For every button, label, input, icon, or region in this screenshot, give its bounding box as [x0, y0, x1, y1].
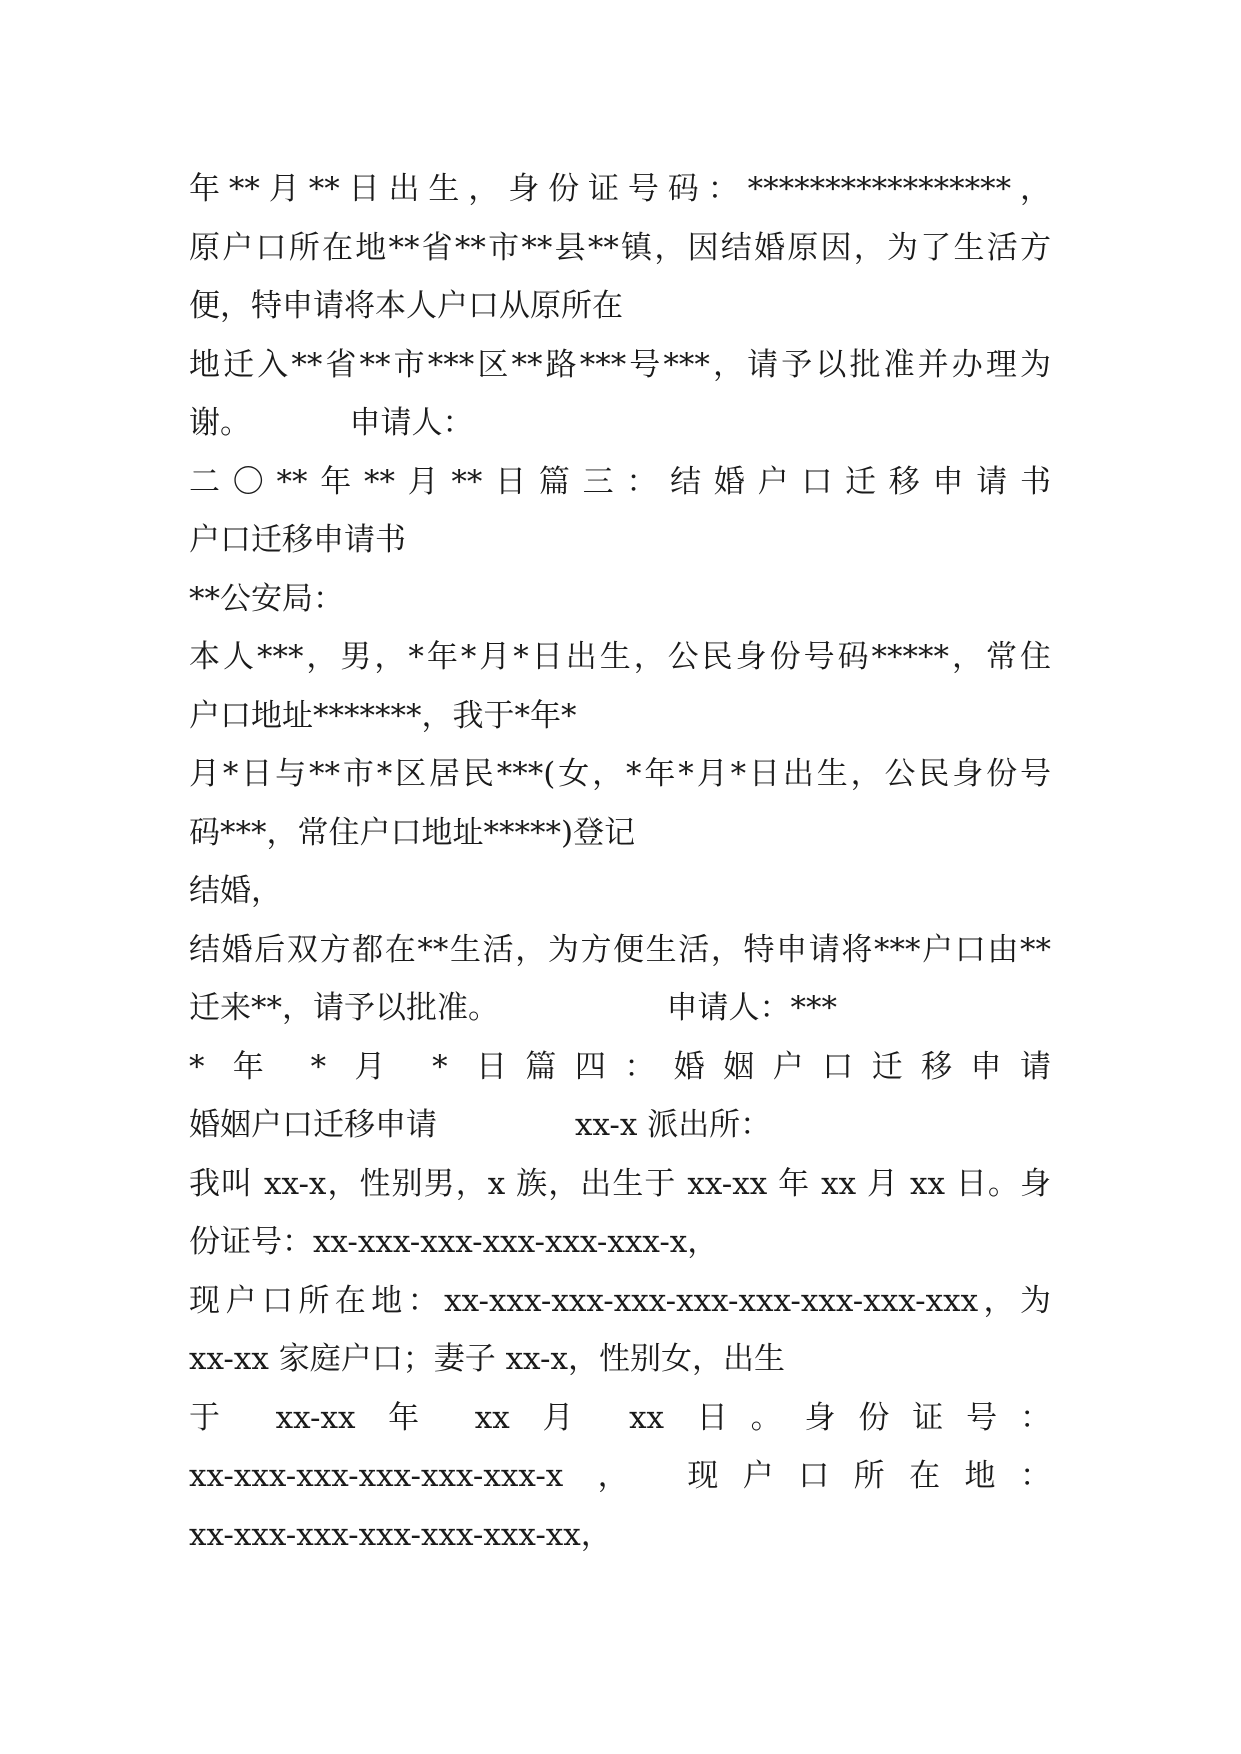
text-line: 年**月**日出生，身份证号码：*****************， — [189, 171, 1051, 207]
text-line: 户口地址*******，我于*年* — [189, 697, 577, 734]
text-line: 码***，常住户口地址*****)登记 — [189, 814, 636, 851]
text-line: 现户口所在地：xx-xxx-xxx-xxx-xxx-xxx-xxx-xxx-xxx，为 — [189, 1282, 1051, 1319]
text-line: 便，特申请将本人户口从原所在 — [189, 288, 623, 324]
text-line: 户口迁移申请书 — [189, 522, 406, 558]
text-line: **公安局： — [189, 580, 344, 617]
text-line: 份证号：xx-xxx-xxx-xxx-xxx-xxx-x， — [189, 1224, 719, 1260]
text-line: 本人***，男，*年*月*日出生，公民身份号码*****，常住 — [189, 639, 1051, 675]
text-line: 原户口所在地**省**市**县**镇，因结婚原因，为了生活方 — [189, 229, 1051, 266]
text-line: xx-xxx-xxx-xxx-xxx-xxx-xx， — [189, 1516, 612, 1553]
text-line: * 年 * 月 * 日篇四：婚姻户口迁移申请 — [189, 1048, 1051, 1085]
text-line: 结婚后双方都在**生活，为方便生活，特申请将***户口由** — [189, 931, 1051, 968]
text-line: 婚姻户口迁移申请 xx-x 派出所： — [189, 1107, 772, 1143]
text-line: 地迁入**省**市***区**路***号***，请予以批准并办理为 — [189, 346, 1051, 383]
text-line: 月*日与**市*区居民***(女，*年*月*日出生，公民身份号 — [189, 756, 1051, 792]
text-line: 二〇**年**月**日篇三：结婚户口迁移申请书 — [189, 463, 1051, 500]
text-line: 结婚， — [189, 873, 282, 909]
text-line: 谢。 申请人： — [189, 405, 474, 441]
text-line: xx-xxx-xxx-xxx-xxx-xxx-x ， 现户口所在地： — [189, 1458, 1051, 1494]
text-line: 迁来**，请予以批准。 申请人：*** — [189, 990, 838, 1026]
text-line: xx-xx 家庭户口；妻子 xx-x，性别女，出生 — [189, 1341, 785, 1377]
document-body — [189, 160, 1051, 1564]
text-line: 于 xx-xx 年 xx 月 xx 日。身份证号： — [189, 1399, 1051, 1436]
text-line: 我叫 xx-x，性别男，x 族，出生于 xx-xx 年 xx 月 xx 日。身 — [189, 1165, 1051, 1202]
